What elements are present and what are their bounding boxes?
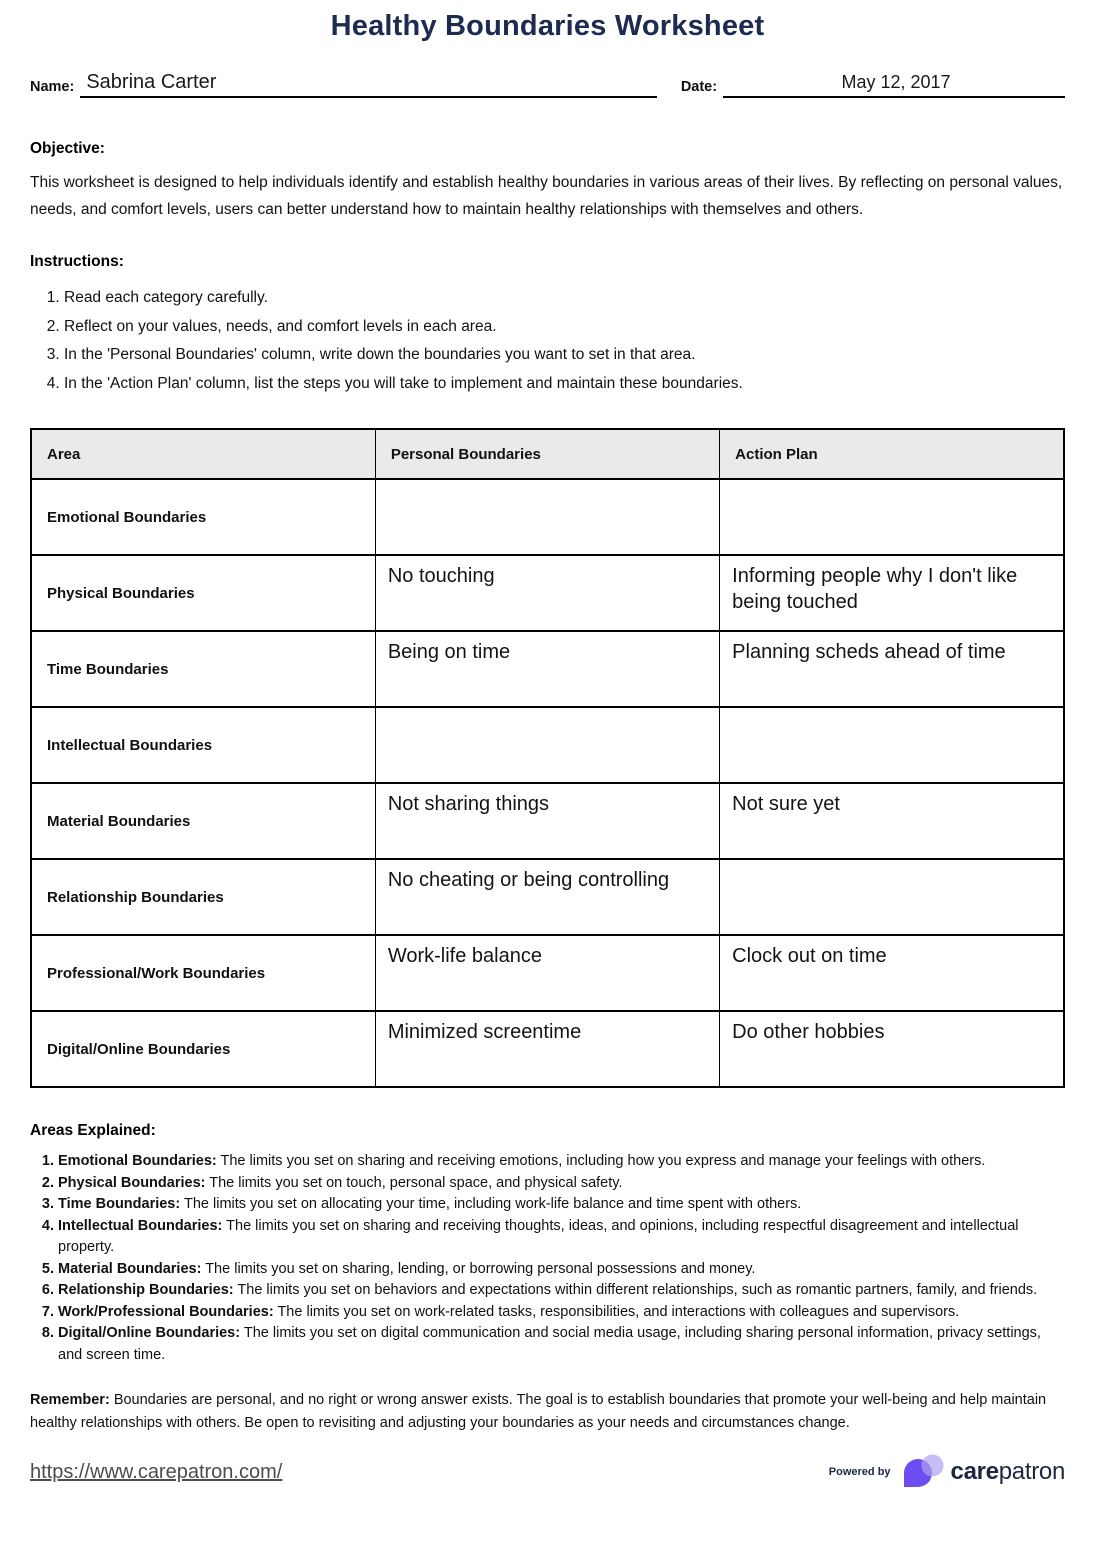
instruction-item: 3. In the 'Personal Boundaries' column, write down the boundaries you want to set in that area.	[64, 341, 1065, 370]
date-value: May 12, 2017	[841, 72, 951, 92]
area-explained-text: The limits you set on sharing, lending, or borrowing personal possessions and money.	[205, 1260, 756, 1277]
date-input[interactable]	[723, 72, 1065, 98]
action-plan-cell[interactable]: Do other hobbies	[720, 1011, 1064, 1087]
personal-boundaries-cell[interactable]: Being on time	[375, 631, 719, 707]
area-explained-text: The limits you set on sharing and receiving emotions, including how you express and manage your feelings with others.	[220, 1153, 986, 1169]
powered-by-label: Powered by	[828, 1466, 891, 1478]
area-label: Physical Boundaries	[31, 555, 375, 631]
personal-boundaries-cell[interactable]: Work-life balance	[375, 935, 719, 1011]
date-label: Date:	[680, 79, 718, 95]
column-header-action-plan: Action Plan	[720, 429, 1064, 479]
area-explained-item	[58, 1280, 1065, 1302]
area-explained-text: The limits you set on digital communication and social media usage, including sharing personal information, privacy settings, and screen time.	[58, 1325, 1041, 1363]
personal-boundaries-cell[interactable]: No touching	[375, 555, 719, 631]
area-explained-item	[58, 1151, 1065, 1173]
area-label: Emotional Boundaries	[31, 479, 375, 555]
area-label: Digital/Online Boundaries	[31, 1011, 375, 1087]
area-explained-label: Time Boundaries:	[58, 1196, 181, 1212]
area-explained-item	[58, 1194, 1065, 1216]
areas-explained-list	[30, 1151, 1065, 1366]
area-explained-item	[58, 1216, 1065, 1259]
personal-boundaries-cell[interactable]: Minimized screentime	[375, 1011, 719, 1087]
instructions-heading: Instructions:	[30, 253, 124, 270]
area-explained-item	[58, 1323, 1065, 1366]
remember-label: Remember:	[30, 1392, 110, 1408]
personal-boundaries-cell[interactable]	[375, 479, 719, 555]
table-row	[31, 479, 1064, 555]
instruction-item: 1. Read each category carefully.	[64, 284, 1065, 313]
instructions-list	[30, 284, 1065, 398]
column-header-area: Area	[31, 429, 375, 479]
table-row	[31, 707, 1064, 783]
action-plan-cell[interactable]	[720, 859, 1064, 935]
area-explained-item	[58, 1259, 1065, 1281]
date-field	[681, 71, 1065, 98]
area-explained-item	[58, 1173, 1065, 1195]
action-plan-cell[interactable]: Not sure yet	[720, 783, 1064, 859]
action-plan-cell[interactable]	[720, 707, 1064, 783]
area-explained-label: Work/Professional Boundaries:	[58, 1303, 274, 1320]
column-header-personal-boundaries: Personal Boundaries	[375, 429, 719, 479]
area-label: Relationship Boundaries	[31, 859, 375, 935]
objective-text: This worksheet is designed to help individuals identify and establish healthy boundaries in various areas of their lives. By reflecting on personal values, needs, and comfort levels, users can better understand how to maintain healthy relationships with themselves and others.	[30, 174, 1063, 218]
action-plan-cell[interactable]: Informing people why I don't like being touched	[720, 555, 1064, 631]
carepatron-link[interactable]: https://www.carepatron.com/	[30, 1460, 283, 1483]
boundaries-table	[30, 428, 1065, 1088]
area-explained-text: The limits you set on sharing and receiving thoughts, ideas, and opinions, including respectful disagreement and intellectual property.	[58, 1217, 1019, 1255]
table-row	[31, 1011, 1064, 1087]
area-label: Time Boundaries	[31, 631, 375, 707]
carepatron-wordmark	[951, 1458, 1065, 1486]
area-explained-text: The limits you set on touch, personal space, and physical safety.	[209, 1174, 623, 1191]
page-title: Healthy Boundaries Worksheet	[330, 10, 765, 42]
area-label: Intellectual Boundaries	[31, 707, 375, 783]
remember-text: Boundaries are personal, and no right or wrong answer exists. The goal is to establish boundaries that promote your well-being and help maintain healthy relationships with others. Be open to revisiting and adjusting your boundaries as your needs and circumstances change.	[30, 1392, 1047, 1431]
area-label: Professional/Work Boundaries	[31, 935, 375, 1011]
table-row	[31, 859, 1064, 935]
areas-explained-heading: Areas Explained:	[30, 1122, 156, 1139]
area-label: Material Boundaries	[31, 783, 375, 859]
area-explained-label: Physical Boundaries:	[58, 1174, 206, 1191]
action-plan-cell[interactable]	[720, 479, 1064, 555]
instruction-item: 2. Reflect on your values, needs, and comfort levels in each area.	[64, 313, 1065, 342]
area-explained-label: Emotional Boundaries:	[58, 1153, 217, 1169]
name-date-row	[30, 71, 1065, 98]
personal-boundaries-cell[interactable]	[375, 707, 719, 783]
table-row	[31, 783, 1064, 859]
action-plan-cell[interactable]: Clock out on time	[720, 935, 1064, 1011]
area-explained-label: Intellectual Boundaries:	[58, 1217, 223, 1234]
name-input[interactable]	[80, 71, 656, 98]
table-row	[31, 631, 1064, 707]
name-label: Name:	[30, 79, 75, 95]
area-explained-label: Digital/Online Boundaries:	[58, 1325, 241, 1341]
area-explained-item	[58, 1302, 1065, 1324]
name-field	[30, 71, 657, 98]
table-row	[31, 555, 1064, 631]
instruction-item: 4. In the 'Action Plan' column, list the steps you will take to implement and maintain these boundaries.	[64, 370, 1065, 399]
objective-heading: Objective:	[30, 140, 105, 157]
table-row	[31, 935, 1064, 1011]
carepatron-logo-icon	[901, 1452, 947, 1492]
name-value: Sabrina Carter	[86, 71, 217, 93]
remember-note	[30, 1389, 1065, 1434]
area-explained-label: Material Boundaries:	[58, 1260, 202, 1277]
table-header-row	[31, 429, 1064, 479]
action-plan-cell[interactable]: Planning scheds ahead of time	[720, 631, 1064, 707]
brand-patron: patron	[998, 1458, 1065, 1485]
footer	[30, 1452, 1065, 1492]
area-explained-text: The limits you set on allocating your time, including work-life balance and time spent with others.	[183, 1196, 802, 1212]
personal-boundaries-cell[interactable]: No cheating or being controlling	[375, 859, 719, 935]
powered-by-block	[829, 1452, 1065, 1492]
area-explained-text: The limits you set on work-related tasks, responsibilities, and interactions with colleagues and supervisors.	[277, 1303, 960, 1320]
brand-care: care	[950, 1458, 999, 1485]
area-explained-label: Relationship Boundaries:	[58, 1282, 234, 1298]
personal-boundaries-cell[interactable]: Not sharing things	[375, 783, 719, 859]
area-explained-text: The limits you set on behaviors and expectations within different relationships, such as romantic partners, family, and friends.	[237, 1282, 1038, 1298]
